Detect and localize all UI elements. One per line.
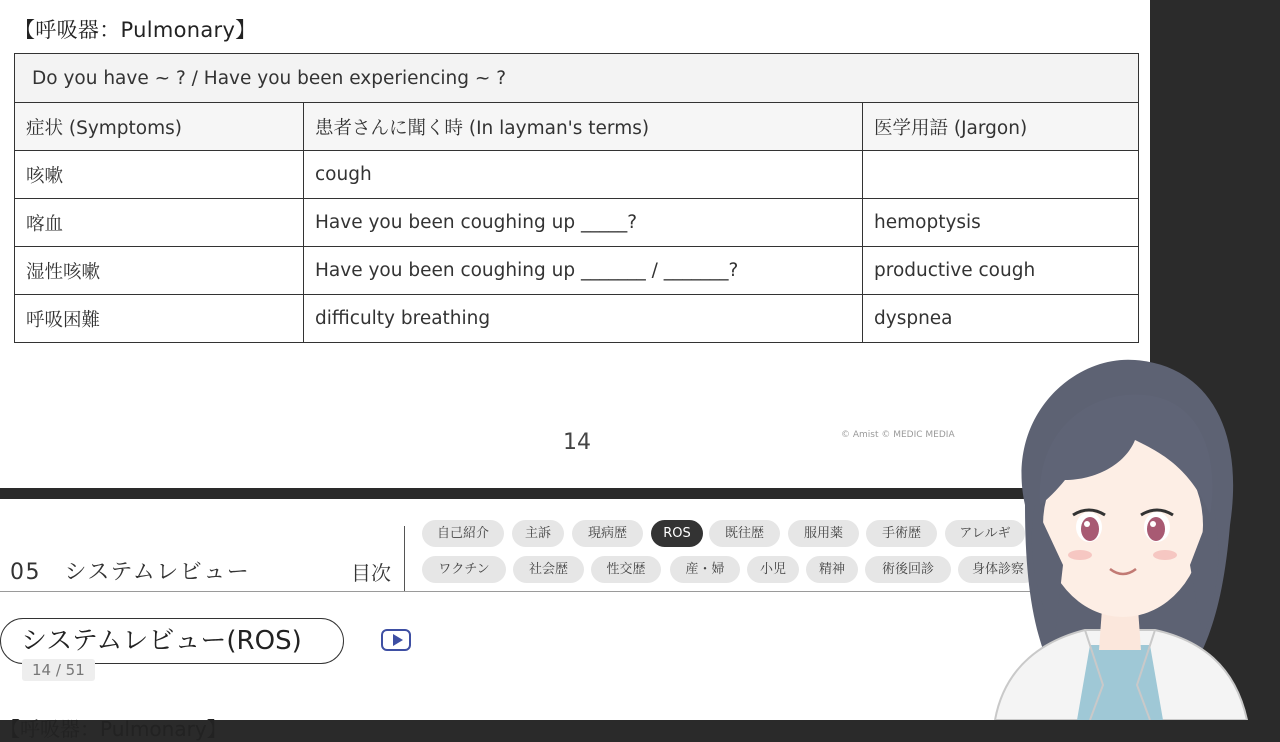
table-row: [15, 151, 1139, 199]
chip-physical-exam[interactable]: 身体診察: [958, 556, 1038, 583]
nav-divider: [404, 526, 405, 591]
nav-bottom-divider: [0, 591, 1150, 592]
chip-surgical-history[interactable]: 手術歴: [866, 520, 937, 547]
table-row: [15, 247, 1139, 295]
play-icon[interactable]: [381, 629, 411, 651]
symptom-cell: 喀血: [15, 199, 304, 247]
chip-pediatrics[interactable]: 小児: [747, 556, 799, 583]
header-layman: 患者さんに聞く時 (In layman's terms): [304, 103, 863, 151]
jargon-cell: [863, 151, 1139, 199]
layman-cell: difficulty breathing: [304, 295, 863, 343]
chip-allergy[interactable]: アレルギ: [945, 520, 1025, 547]
section-title: 05 システムレビュー: [10, 560, 251, 585]
chip-vaccine[interactable]: ワクチン: [422, 556, 506, 583]
chip-social-history[interactable]: 社会歴: [513, 556, 584, 583]
table-row: [15, 199, 1139, 247]
header-symptoms: 症状 (Symptoms): [15, 103, 304, 151]
symptom-cell: 呼吸困難: [15, 295, 304, 343]
jargon-cell: productive cough: [863, 247, 1139, 295]
symptom-cell: 咳嗽: [15, 151, 304, 199]
symptom-cell: 湿性咳嗽: [15, 247, 304, 295]
next-slide-heading: 【呼吸器：Pulmonary】: [0, 717, 227, 741]
copyright-text: © Amist © MEDIC MEDIA: [841, 430, 955, 440]
chip-past-history[interactable]: 既往歴: [709, 520, 780, 547]
chip-self-intro[interactable]: 自己紹介: [422, 520, 504, 547]
chip-chief-complaint[interactable]: 主訴: [512, 520, 564, 547]
chip-ros[interactable]: ROS: [651, 520, 703, 547]
layman-cell: cough: [304, 151, 863, 199]
chip-obgyn[interactable]: 産・婦: [670, 556, 740, 583]
page-counter: 14 / 51: [22, 659, 95, 681]
jargon-cell: dyspnea: [863, 295, 1139, 343]
question-cell: Do you have ~ ? / Have you been experiencing ~ ?: [15, 54, 1139, 103]
layman-cell: Have you been coughing up _____?: [304, 199, 863, 247]
header-row: [15, 103, 1139, 151]
symptoms-table: [14, 53, 1139, 343]
table-row: [15, 295, 1139, 343]
chip-postop-rounds[interactable]: 術後回診: [865, 556, 951, 583]
doctor-avatar: [985, 355, 1255, 720]
jargon-cell: hemoptysis: [863, 199, 1139, 247]
question-row: [15, 54, 1139, 103]
lesson-panel: [0, 499, 1150, 741]
chip-sexual-history[interactable]: 性交歴: [591, 556, 661, 583]
slide-page-number: 14: [563, 430, 591, 455]
chip-psychiatry[interactable]: 精神: [806, 556, 858, 583]
lesson-title: システムレビュー(ROS): [0, 618, 344, 664]
header-jargon: 医学用語 (Jargon): [863, 103, 1139, 151]
layman-cell: Have you been coughing up _______ / _______?: [304, 247, 863, 295]
slide-title: 【呼吸器：Pulmonary】: [14, 18, 257, 42]
chip-hpi[interactable]: 現病歴: [572, 520, 643, 547]
chip-medications[interactable]: 服用薬: [788, 520, 859, 547]
toc-link[interactable]: 目次: [351, 561, 391, 585]
